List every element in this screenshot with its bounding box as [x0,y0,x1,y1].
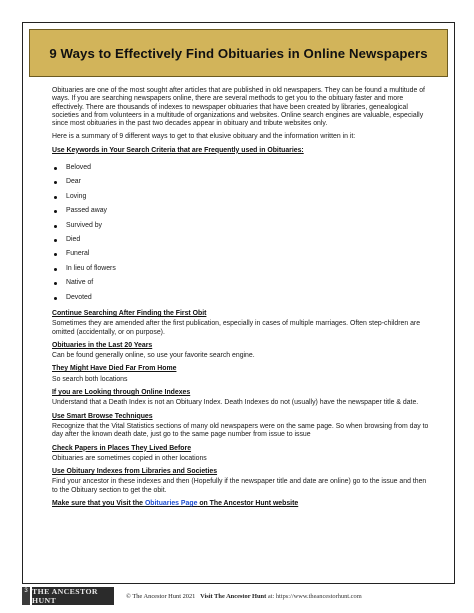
list-item: Devoted [52,291,430,305]
list-item: Native of [52,276,430,290]
section-heading-online-indexes: If you are Looking through Online Indexes [52,389,191,397]
section-text-check-papers: Obituaries are sometimes copied in other locations [52,454,207,462]
closing-line [52,500,430,508]
ancestor-hunt-logo: THE ANCESTOR HUNT [32,587,114,605]
website-url[interactable]: at: https://www.theancestorhunt.com [266,592,362,600]
closing-prefix: Make sure that you Visit the [52,500,145,508]
copyright-text: © The Ancestor Hunt 2021 [126,592,196,600]
closing-suffix: on The Ancestor Hunt website [197,500,299,508]
section-heading-obituary-indexes: Use Obituary Indexes from Libraries and Societies [52,468,218,476]
section-heading-check-papers: Check Papers in Places They Lived Before [52,444,192,452]
list-item: Survived by [52,219,430,233]
section-text-smart-browse: Recognize that the Vital Statistics sections of many old newspapers were on the same page. So when browsing from day to day after the known death date, just go to the same page number from issue to issue [52,422,429,439]
visit-label: Visit The Ancestor Hunt [200,592,267,600]
title-banner [29,29,448,77]
section-heading-last-20-years: Obituaries in the Last 20 Years [52,341,153,349]
list-item: In lieu of flowers [52,262,430,276]
footer-text [126,593,362,600]
list-item: Dear [52,175,430,189]
article-body [52,87,430,510]
section-text-died-far: So search both locations [52,375,128,383]
section-text-continue-searching: Sometimes they are amended after the first publication, especially in cases of multiple marriages. Often step-children are omitted (accidentally, or on purpose). [52,320,421,336]
list-item: Funeral [52,247,430,261]
page-number: 3 [22,587,30,605]
keywords-heading: Use Keywords in Your Search Criteria that are Frequently used in Obituaries: [52,146,304,154]
section-heading-continue-searching: Continue Searching After Finding the First Obit [52,309,207,317]
section-text-online-indexes: Understand that a Death Index is not an Obituary Index. Death Indexes do not (usually) have the newspaper title & date. [52,399,419,407]
intro-paragraph: Obituaries are one of the most sought after articles that are published in old newspapers. They can be found a multitude of ways. If you are searching newspapers online, there are several methods to get you to the obituary faster and more effectively. There are thousands of indexes to newspaper obituaries that have been created by libraries, genealogical societies and from volunteers in a multitude of organizations and websites. Online search engines are valuable, especially since most obituaries in the past two decades appear in obituary and tribute websites only. [52,87,425,128]
section-heading-smart-browse: Use Smart Browse Techniques [52,412,153,420]
page-footer [22,587,455,605]
summary-paragraph: Here is a summary of 9 different ways to get to that elusive obituary and the information written in it: [52,133,356,141]
section-text-obituary-indexes: Find your ancestor in these indexes and then (Hopefully if the newspaper title and date are online) go to the issue and then to the Obituary section to get the obit. [52,478,427,494]
keywords-list [52,161,430,305]
section-text-last-20-years: Can be found generally online, so use your favorite search engine. [52,352,255,360]
list-item: Loving [52,190,430,204]
list-item: Died [52,233,430,247]
section-heading-died-far: They Might Have Died Far From Home [52,365,177,373]
list-item: Passed away [52,204,430,218]
obituaries-page-link[interactable]: Obituaries Page [144,500,198,508]
list-item: Beloved [52,161,430,175]
page-title: 9 Ways to Effectively Find Obituaries in Online Newspapers [49,45,428,61]
